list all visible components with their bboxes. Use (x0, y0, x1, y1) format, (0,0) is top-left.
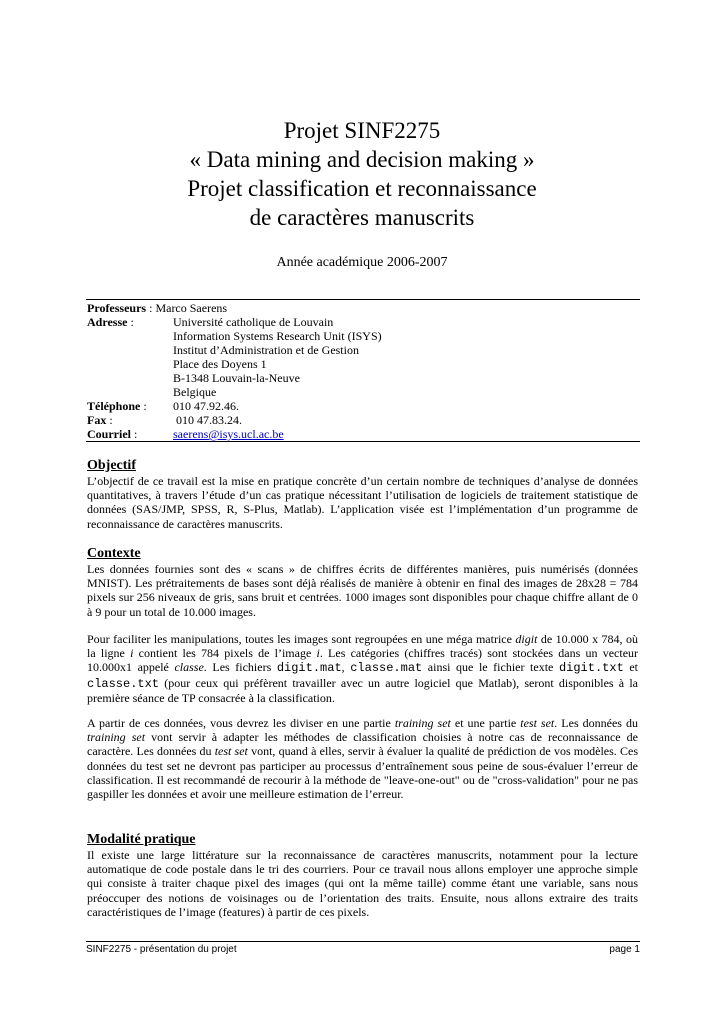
fax-sep: : (106, 413, 113, 427)
text-run: A partir de ces données, vous devrez les diviser en une partie (87, 716, 395, 730)
text-run: ainsi que le fichier texte (422, 660, 559, 675)
email-label: Courriel (87, 427, 131, 441)
italic-term: i (316, 646, 320, 661)
text-run: et (623, 660, 638, 675)
fax-value: 010 47.83.24. (173, 413, 242, 427)
address-line: Information Systems Research Unit (ISYS) (173, 329, 382, 343)
address-row (86, 343, 640, 357)
italic-term: test set (214, 744, 248, 759)
phone-row (86, 399, 640, 413)
title-line-3: Projet classification et reconnaissance (187, 176, 537, 201)
address-line: B-1348 Louvain-la-Neuve (173, 371, 300, 385)
footer-page-number: page 1 (609, 944, 640, 955)
text-run: vont servir à adapter les méthodes de classification choisies à notre cas de reconnaissance de caractère. Les données du (87, 730, 638, 759)
phone-value: 010 47.92.46. (173, 399, 239, 413)
objectif-heading: Objectif (87, 458, 136, 473)
contexte-heading: Contexte (87, 546, 141, 561)
text-run: . Les données du (554, 716, 638, 730)
address-line: Université catholique de Louvain (173, 315, 334, 329)
footer-divider (86, 941, 640, 942)
italic-term: i (130, 646, 134, 661)
email-link[interactable]: saerens@isys.ucl.ac.be (173, 427, 284, 441)
filename: classe.txt (87, 676, 160, 691)
text-run: vont, quand à elles, servir à évaluer la qualité de prédiction de vos modèles. Ces données du test set ne devront pas participer au processus d’entraînement sous peine de sous-évaluer l’erreur de classification. Il est recommandé de recourir à la méthode de "leave-one-out" ou de "cross-validation" pour ne pas gaspiller les données et avoir une meilleure estimation de l’erreur. (87, 744, 638, 802)
address-line: Belgique (173, 385, 217, 399)
email-sep: : (131, 427, 138, 441)
italic-term: test set (520, 716, 555, 730)
contexte-paragraph-2 (87, 632, 638, 705)
filename: digit.txt (558, 661, 624, 676)
professors-row (86, 301, 640, 315)
filename: classe.mat (350, 661, 423, 676)
italic-term: classe (174, 660, 204, 675)
modalite-heading: Modalité pratique (87, 832, 196, 847)
text-run: et une partie (450, 716, 521, 730)
text-run: de 10.000 x 784, où la ligne (87, 632, 639, 661)
phone-sep: : (140, 399, 147, 413)
address-row (86, 329, 640, 343)
italic-term: training set (87, 730, 146, 745)
text-run: contient les 784 pixels de l’image (133, 646, 317, 661)
text-run: (pour ceux qui préfèrent travailler avec un autre logiciel que Matlab), seront disponibles à la première séance de TP consacrée à la classification. (87, 675, 638, 705)
modalite-paragraph: Il existe une large littérature sur la reconnaissance de caractères manuscrits, notamment pour la lecture automatique de code postale dans le tri des courriers. Pour ce travail nous allons employer une approche simple qui consiste à traiter chaque pixel des images (qui ont la même taille) comme étant une variable, sans nous préoccuper des notions de voisinages ou de l’orientation des traits. Ensuite, nous allons extraire des traits caractéristiques de l’image (features) à partir de ces pixels. (87, 848, 638, 919)
phone-label: Téléphone (87, 399, 141, 413)
objectif-paragraph: L’objectif de ce travail est la mise en pratique concrète d’un certain nombre de techniques d’analyse de données quantitatives, à travers l’étude d’un cas pratique nécessitant l’utilisation de logiciels de traitement statistique de données (SAS/JMP, SPSS, R, S-Plus, Matlab). L’application visée est l’implémentation d’un programme de reconnaissance de caractères manuscrits. (87, 474, 638, 531)
text-run: . Les fichiers (203, 660, 277, 675)
contexte-paragraph-3 (87, 716, 638, 801)
address-sep: : (127, 315, 134, 329)
email-row (86, 427, 640, 441)
professors-value: : Marco Saerens (146, 301, 228, 315)
contexte-paragraph-1: Les données fournies sont des « scans » de chiffres écrits de différentes manières, puis numérisés (données MNIST). Les prétraitements de bases sont déjà réalisés de manière à obtenir en final des images de 28x28 = 784 pixels sur 256 niveaux de gris, sans bruit et centrées. 1000 images sont disponibles pour chaque chiffre allant de 0 à 9 pour un total de 10.000 images. (87, 562, 638, 619)
contact-block (86, 299, 640, 442)
fax-row (86, 413, 640, 427)
text-run: . Les catégories (chiffres tracés) sont stockées dans un vecteur 10.000x1 appelé (87, 646, 639, 675)
italic-term: training set (394, 716, 451, 730)
fax-label: Fax (87, 413, 107, 427)
title-line-4: de caractères manuscrits (249, 205, 475, 230)
text-run: Pour faciliter les manipulations, toutes les images sont regroupées en une méga matrice (87, 632, 516, 646)
address-row (86, 371, 640, 385)
address-line: Institut d’Administration et de Gestion (173, 343, 359, 357)
academic-year: Année académique 2006-2007 (276, 255, 448, 270)
footer-left-text: SINF2275 - présentation du projet (86, 944, 237, 955)
address-row (86, 315, 640, 329)
address-row (86, 357, 640, 371)
italic-term: digit (515, 632, 538, 646)
title-line-1: Projet SINF2275 (283, 118, 441, 143)
filename: digit.mat (276, 661, 342, 676)
text-run: , (341, 660, 351, 675)
professors-label: Professeurs (87, 301, 147, 315)
title-line-2: « Data mining and decision making » (189, 147, 535, 172)
address-label: Adresse (87, 315, 128, 329)
document-title (0, 116, 724, 232)
address-line: Place des Doyens 1 (173, 357, 267, 371)
address-row (86, 385, 640, 399)
